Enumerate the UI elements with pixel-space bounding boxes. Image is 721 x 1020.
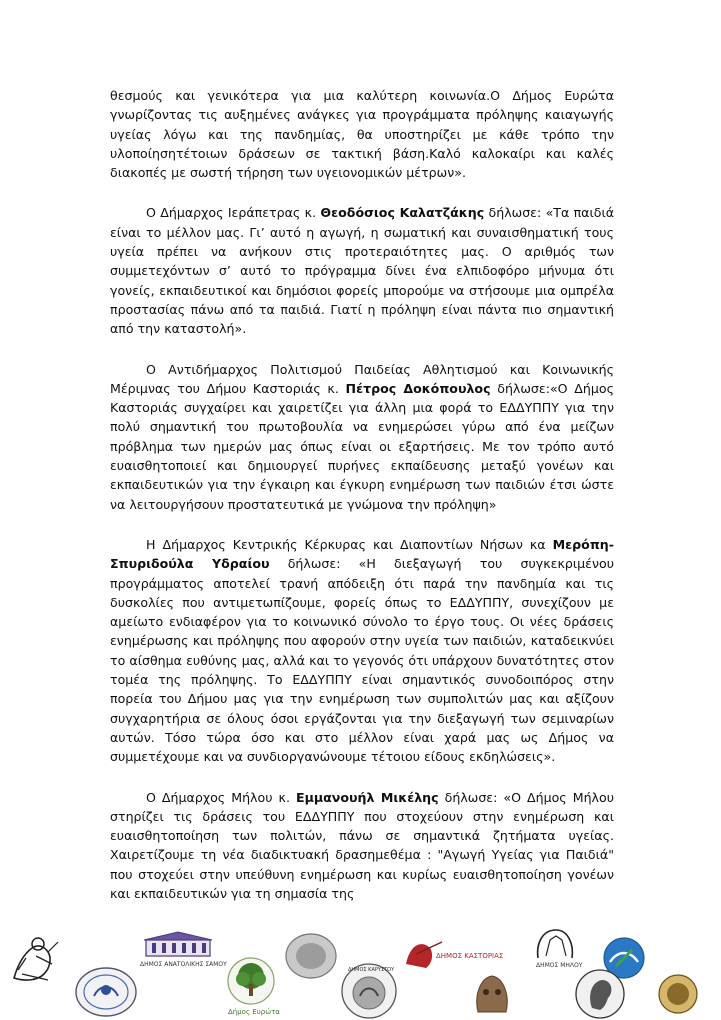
- paragraph-text: δήλωσε: «Ο Δήμος Μήλου στηρίζει τις δράσεις του ΕΔΔΥΠΠΥ που στοχεύουν στην ενημέρωση και ευαισθητοποίηση των πολιτών, πάνω σε σημαντικά ζητήματα υγείας. Χαιρετίζουμε τη νέα διαδικτυακή δρασημεθέμα : "Αγωγή Υγείας για Παιδιά" που στοχεύει στην υπεύθυνη ενημέρωση και κυρίως ευαισθητοποίηση γονέων και εκπαιδευτικών για τη σημασία της: [110, 789, 615, 901]
- kastoria-municipality-logo: [402, 934, 504, 970]
- paragraph: [110, 788, 614, 904]
- karystos-municipality-logo: [338, 962, 400, 1020]
- paragraph: [110, 203, 614, 338]
- kastoria-logo-caption: ΔΗΜΟΣ ΚΑΣΤΟΡΙΑΣ: [436, 952, 504, 960]
- paragraph: [110, 535, 614, 767]
- samos-logo-caption: ΔΗΜΟΣ ΑΝΑΤΟΛΙΚΗΣ ΣΑΜΟΥ: [140, 961, 227, 968]
- ancient-head-logo: [470, 972, 514, 1018]
- samos-municipality-logo: [140, 930, 227, 968]
- karystos-logo-caption: ΔΗΜΟΣ ΚΑΡΥΣΤΟΥ: [348, 967, 395, 973]
- speaker-name: Μερόπη-Σπυριδούλα Υδραίου: [110, 536, 614, 572]
- milos-municipality-logo: [528, 926, 584, 969]
- paragraph: [110, 86, 614, 182]
- small-gold-coin-logo: [656, 972, 700, 1016]
- evrotas-logo-caption: Δήμος Ευρώτα: [228, 1008, 280, 1016]
- partner-logos-strip: [0, 920, 721, 1020]
- paragraph-text: Ο Δήμαρχος Ιεράπετρας κ.: [146, 205, 321, 221]
- paragraph-text: Ο Δήμαρχος Μήλου κ.: [146, 789, 296, 805]
- paragraph: [110, 360, 614, 514]
- profile-coin-logo: [574, 968, 626, 1020]
- paragraph-text: θεσμούς και γενικότερα για μια καλύτερη κοινωνία.Ο Δήμος Ευρώτα γνωρίζοντας τις αυξημένες ανάγκες για προγράμματα πρόληψης καιαγωγής υγείας λόγω και της πανδημίας, θα υποστηρίζει με κάθε τρόπο την υλοποίησητέτοιων δράσεων σε τακτική βάση.Καλό καλοκαίρι και καλές διακοπές με σωστή τήρηση των υγειονομικών μέτρων».: [110, 88, 614, 181]
- paragraph-text: δήλωσε: «Η διεξαγωγή του συγκεκριμένου προγράμματος αποτελεί τρανή απόδειξη ότι παρά την πανδημία και τις δυσκολίες που αντιμετωπίζουμε, φορείς όπως το ΕΔΔΥΠΠΥ, συνεχίζουν με αμείωτο ενδιαφέρον για το κοινωνικό σύνολο το έργο τους. Οι νέες δράσεις ενημέρωσης και πρόληψης που αφορούν στην υγεία των παιδιών, καταδεικνύει το αίσθημα ευθύνης μας, αλλά και το γεγονός ότι υπάρχουν δυνατότητες στον τομέα της πρόληψης. Το ΕΔΔΥΠΠΥ είναι σημαντικός συνοδοιπόρος στην πορεία του Δήμου μας για την ενημέρωση των συμπολιτών μας και αξίζουν συγχαρητήρια σε όλους όσοι εργάζονται για την διεξαγωγή των σεμιναρίων αυτών. Τόσο τώρα όσο και στο μέλλον είναι χαρά μας ως Δήμος να συμμετέχουμε και να συνδιοργανώνουμε τέτοιου είδους εκδηλώσεις».: [110, 556, 614, 765]
- speaker-name: Θεοδόσιος Καλατζάκης: [320, 205, 485, 221]
- speaker-name: Εμμανουήλ Μικέλης: [295, 789, 439, 805]
- paragraph-text: Ο Αντιδήμαρχος Πολιτισμού Παιδείας Αθλητισμού και Κοινωνικής Μέριμνας του Δήμου Καστοριάς κ.: [110, 361, 614, 396]
- paragraph-text: Η Δήμαρχος Κεντρικής Κέρκυρας και Διαποντίων Νήσων κα: [146, 536, 553, 552]
- evrotas-municipality-logo: [226, 956, 280, 1016]
- hippocrates-figure-logo: [8, 934, 62, 986]
- grey-coin-seal-logo: [284, 932, 338, 980]
- document-body: [110, 86, 614, 924]
- milos-logo-caption: ΔΗΜΟΣ ΜΗΛΟΥ: [536, 962, 583, 969]
- speaker-name: Πέτρος Δοκόπουλος: [345, 380, 491, 396]
- round-seal-logo: [74, 966, 138, 1018]
- paragraph-text: δήλωσε: «Τα παιδιά είναι το μέλλον μας. Γι’ αυτό η αγωγή, η σωματική και συναισθηματική τους υγεία πρέπει να ανήκουν στις προτεραιότητες μας. Ο αριθμός των συμμετεχόντων σ’ αυτό το πρόγραμμα δίνει ένα ελπιδοφόρο μήνυμα ότι γονείς, εκπαιδευτικοί και δημόσιοι φορείς μπορούμε να στήσουμε μια ομπρέλα προστασίας πάνω από τα παιδιά. Γιατί η πρόληψη είναι πάντα πιο σημαντική από την καταστολή».: [110, 205, 615, 337]
- paragraph-text: δήλωσε:«Ο Δήμος Καστοριάς συγχαίρει και χαιρετίζει για άλλη μια φορά το ΕΔΔΥΠΠΥ για την πολύ σημαντική του πρωτοβουλία να ενημερώσει γύρω από ένα μείζων πρόβλημα των ημερών μας όπως είναι οι εξαρτήσεις. Με τον τρόπο αυτό ευαισθητοποιεί και δημιουργεί πυρήνες εκπαίδευσης μεταξύ γονέων και εκπαιδευτικών για την έγκαιρη και έγκυρη ενημέρωση των παιδιών έτσι ώστε να λειτουργήσουν προστατευτικά με γνώμονα την πρόληψη»: [110, 380, 614, 512]
